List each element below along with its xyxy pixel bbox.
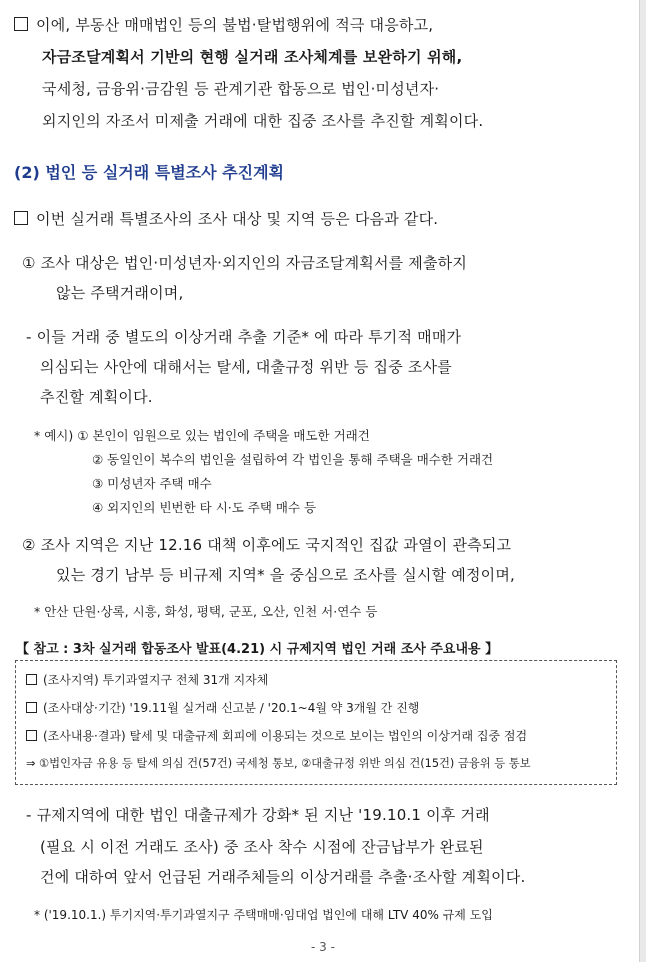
reference-row: (조사대상·기간) '19.11월 실거래 신고분 / '20.1~4월 약 3개월 간 진행	[26, 699, 419, 716]
example-note: ② 동일인이 복수의 법인을 설립하여 각 법인을 통해 주택을 매수한 거래건	[92, 452, 494, 467]
list-item: 있는 경기 남부 등 비규제 지역* 을 중심으로 조사를 실시할 예정이며,	[56, 566, 515, 584]
checkbox-bullet-icon	[26, 674, 37, 685]
dash-item: 추진할 계획이다.	[40, 388, 153, 406]
list-item: ① 조사 대상은 법인·미성년자·외지인의 자금조달계획서를 제출하지	[22, 254, 468, 272]
reference-result-row: ⇒ ①법인자금 유용 등 탈세 의심 건(57건) 국세청 통보, ②대출규정 위반 의심 건(15건) 금융위 등 통보	[26, 757, 531, 770]
list-item: 않는 주택거래이며,	[56, 284, 184, 302]
reference-row: (조사내용·결과) 탈세 및 대출규제 회피에 이용되는 것으로 보이는 법인의 이상거래 집중 점검	[26, 727, 527, 744]
dash-item: - 규제지역에 대한 법인 대출규제가 강화* 된 지난 '19.10.1 이후 거래	[26, 806, 490, 824]
scrollbar[interactable]	[639, 0, 646, 962]
section-title: (2) 법인 등 실거래 특별조사 추진계획	[14, 163, 284, 182]
paragraph-line: 국세청, 금융위·금감원 등 관계기관 합동으로 법인·미성년자·	[42, 80, 440, 98]
paragraph-line: 이번 실거래 특별조사의 조사 대상 및 지역 등은 다음과 같다.	[14, 208, 438, 229]
reference-row: (조사지역) 투기과열지구 전체 31개 지자체	[26, 671, 268, 688]
example-note: ④ 외지인의 빈번한 타 시·도 주택 매수 등	[92, 500, 317, 515]
paragraph-line: 자금조달계획서 기반의 현행 실거래 조사체계를 보완하기 위해,	[42, 48, 463, 66]
dash-item: 의심되는 사안에 대해서는 탈세, 대출규정 위반 등 집중 조사를	[40, 358, 452, 376]
footnote: * ('19.10.1.) 투기지역·투기과열지구 주택매매·임대업 법인에 대해 LTV 40% 규제 도입	[34, 908, 493, 922]
dash-item: 건에 대하여 앞서 언급된 거래주체들의 이상거래를 추출·조사할 계획이다.	[40, 868, 526, 886]
checkbox-bullet-icon	[26, 702, 37, 713]
checkbox-bullet-icon	[14, 211, 28, 225]
paragraph-line: 외지인의 자조서 미제출 거래에 대한 집중 조사를 추진할 계획이다.	[42, 112, 484, 130]
example-note: ③ 미성년자 주택 매수	[92, 476, 212, 491]
dash-item: (필요 시 이전 거래도 조사) 중 조사 착수 시점에 잔금납부가 완료된	[40, 838, 484, 856]
reference-box-title: 【 참고 : 3차 실거래 합동조사 발표(4.21) 시 규제지역 법인 거래 조사 주요내용 】	[16, 642, 499, 657]
paragraph-line: 이에, 부동산 매매법인 등의 불법·탈법행위에 적극 대응하고,	[14, 14, 433, 35]
page-number: - 3 -	[311, 940, 335, 954]
list-item: ② 조사 지역은 지난 12.16 대책 이후에도 국지적인 집값 과열이 관측되고	[22, 536, 512, 554]
dash-item: - 이들 거래 중 별도의 이상거래 추출 기준* 에 따라 투기적 매매가	[26, 328, 462, 346]
example-note: * 예시) ① 본인이 임원으로 있는 법인에 주택을 매도한 거래건	[34, 428, 370, 443]
reference-box	[15, 660, 617, 785]
checkbox-bullet-icon	[26, 730, 37, 741]
region-note: * 안산 단원·상록, 시흥, 화성, 평택, 군포, 오산, 인천 서·연수 등	[34, 604, 378, 619]
checkbox-bullet-icon	[14, 17, 28, 31]
